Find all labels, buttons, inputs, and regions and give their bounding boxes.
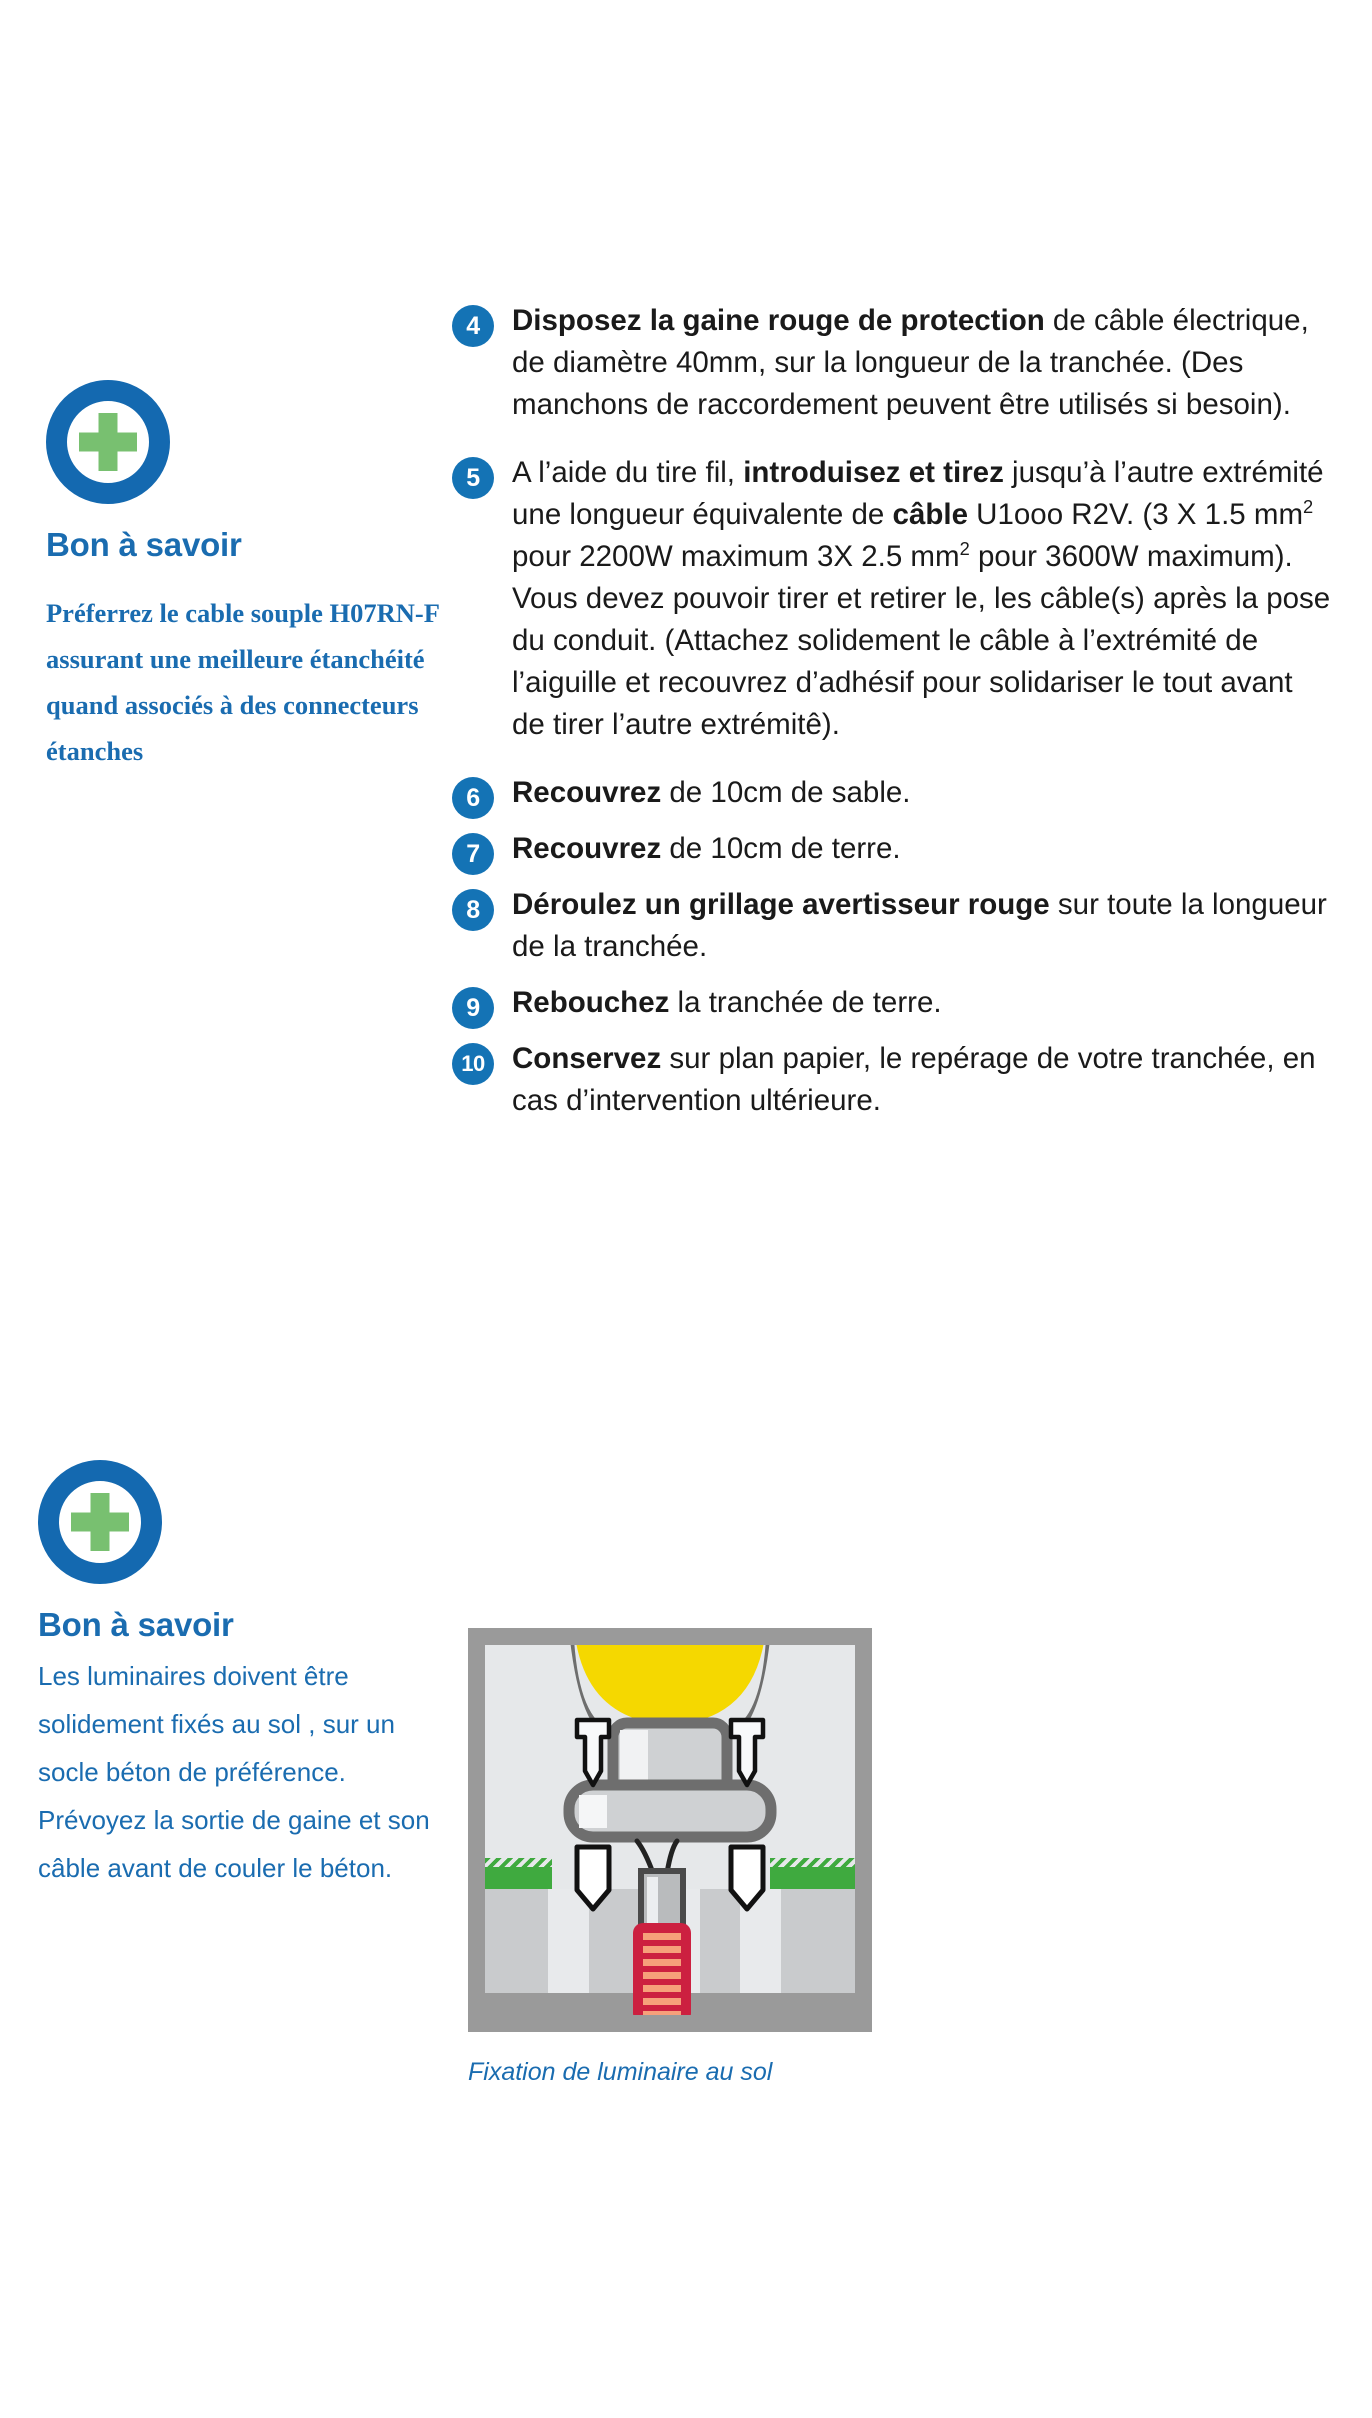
step-body-text: pour 3600W maximum). Vous devez pouvoir tirer et retirer le, les câble(s) après la pose du conduit. (Attachez solidement le câble à l’extrémité de l’aiguille et recouvrez d’adhésif pour solidariser le tout avant de tirer l’autre extrémitê). <box>512 540 1331 741</box>
step-body-text: sur toute la longueur de la tranchée. <box>512 888 1327 963</box>
step-item <box>452 884 1332 968</box>
step-lead-text: Rebouchez <box>512 986 670 1019</box>
anchor-bolt-upper-right-icon <box>731 1720 763 1785</box>
lamp-base-plate-icon <box>569 1785 771 1837</box>
step-item <box>452 828 1332 870</box>
step-body-text: U1ooo R2V. (3 X 1.5 mm <box>967 498 1304 531</box>
tip-body: Préferrez le cable souple H07RN-F assurant une meilleure étanchéité quand associés à des connecteurs étanches <box>46 598 439 766</box>
anchor-bolt-lower-left-icon <box>577 1847 609 1909</box>
step-body-text: A l’aide du tire fil, <box>512 456 744 489</box>
step-item <box>452 1038 1332 1122</box>
step-number-badge: 9 <box>452 987 494 1029</box>
plus-vertical-bar <box>91 1493 110 1551</box>
step-lead-text: Recouvrez <box>512 832 662 865</box>
step-body-text: sur plan papier, le repérage de votre tranchée, en cas d’intervention ultérieure. <box>512 1042 1316 1117</box>
step-body-text: de 10cm de sable. <box>661 776 911 809</box>
step-lead-text: Recouvrez <box>512 776 662 809</box>
tip-box-cable-choice <box>46 380 486 774</box>
step-item <box>452 982 1332 1024</box>
step-item <box>452 772 1332 814</box>
tip-body: Les luminaires doivent être solidement fixés au sol , sur un socle béton de préférence. Prévoyez la sortie de gaine et son câble avant de couler le béton. <box>38 1661 430 1883</box>
cable-ferrule-icon <box>641 1871 683 1927</box>
step-number-badge: 7 <box>452 833 494 875</box>
plus-circle-icon <box>38 1460 162 1584</box>
instruction-step-list <box>452 300 1332 1140</box>
step-number-badge: 5 <box>452 457 494 499</box>
step-number-badge: 4 <box>452 305 494 347</box>
step-item <box>452 452 1332 746</box>
red-protective-sheath-icon <box>633 1923 691 2015</box>
step-body-text: pour 2200W maximum 3X 2.5 mm <box>512 540 960 573</box>
diagram-canvas <box>485 1645 855 2015</box>
superscript-square: 2 <box>1303 496 1314 518</box>
tip-title: Bon à savoir <box>46 526 242 563</box>
step-body-text: la tranchée de terre. <box>669 986 942 1019</box>
tip-box-luminaire-fixing <box>38 1460 478 1892</box>
diagram-vector-layer <box>485 1645 855 2015</box>
step-number-badge: 8 <box>452 889 494 931</box>
step-lead-text: Disposez la gaine rouge de protection <box>512 304 1045 337</box>
step-body-text: de câble électrique, de diamètre 40mm, sur la longueur de la tranchée. (Des manchons de raccordement peuvent être utilisés si besoin). <box>512 304 1309 421</box>
plus-circle-icon <box>46 380 170 504</box>
ground-luminaire-fixing-diagram <box>468 1628 872 2032</box>
anchor-bolt-upper-left-icon <box>577 1720 609 1785</box>
step-lead-text-secondary: câble <box>892 498 968 531</box>
step-lead-text: Conservez <box>512 1042 662 1075</box>
superscript-square: 2 <box>959 538 970 560</box>
step-lead-text: introduisez et tirez <box>743 456 1004 489</box>
figure-caption: Fixation de luminaire au sol <box>468 2058 773 2086</box>
step-lead-text: Déroulez un grillage avertisseur rouge <box>512 888 1050 921</box>
figure-block <box>468 1628 872 2087</box>
anchor-bolt-lower-right-icon <box>731 1847 763 1909</box>
step-number-badge: 6 <box>452 777 494 819</box>
tip-title: Bon à savoir <box>38 1606 234 1643</box>
step-body-text: de 10cm de terre. <box>661 832 901 865</box>
step-item <box>452 300 1332 426</box>
step-body-text: jusqu’à l’autre extrémité une longueur équivalente de <box>512 456 1324 531</box>
step-number-badge: 10 <box>452 1043 494 1085</box>
plus-vertical-bar <box>99 413 118 471</box>
